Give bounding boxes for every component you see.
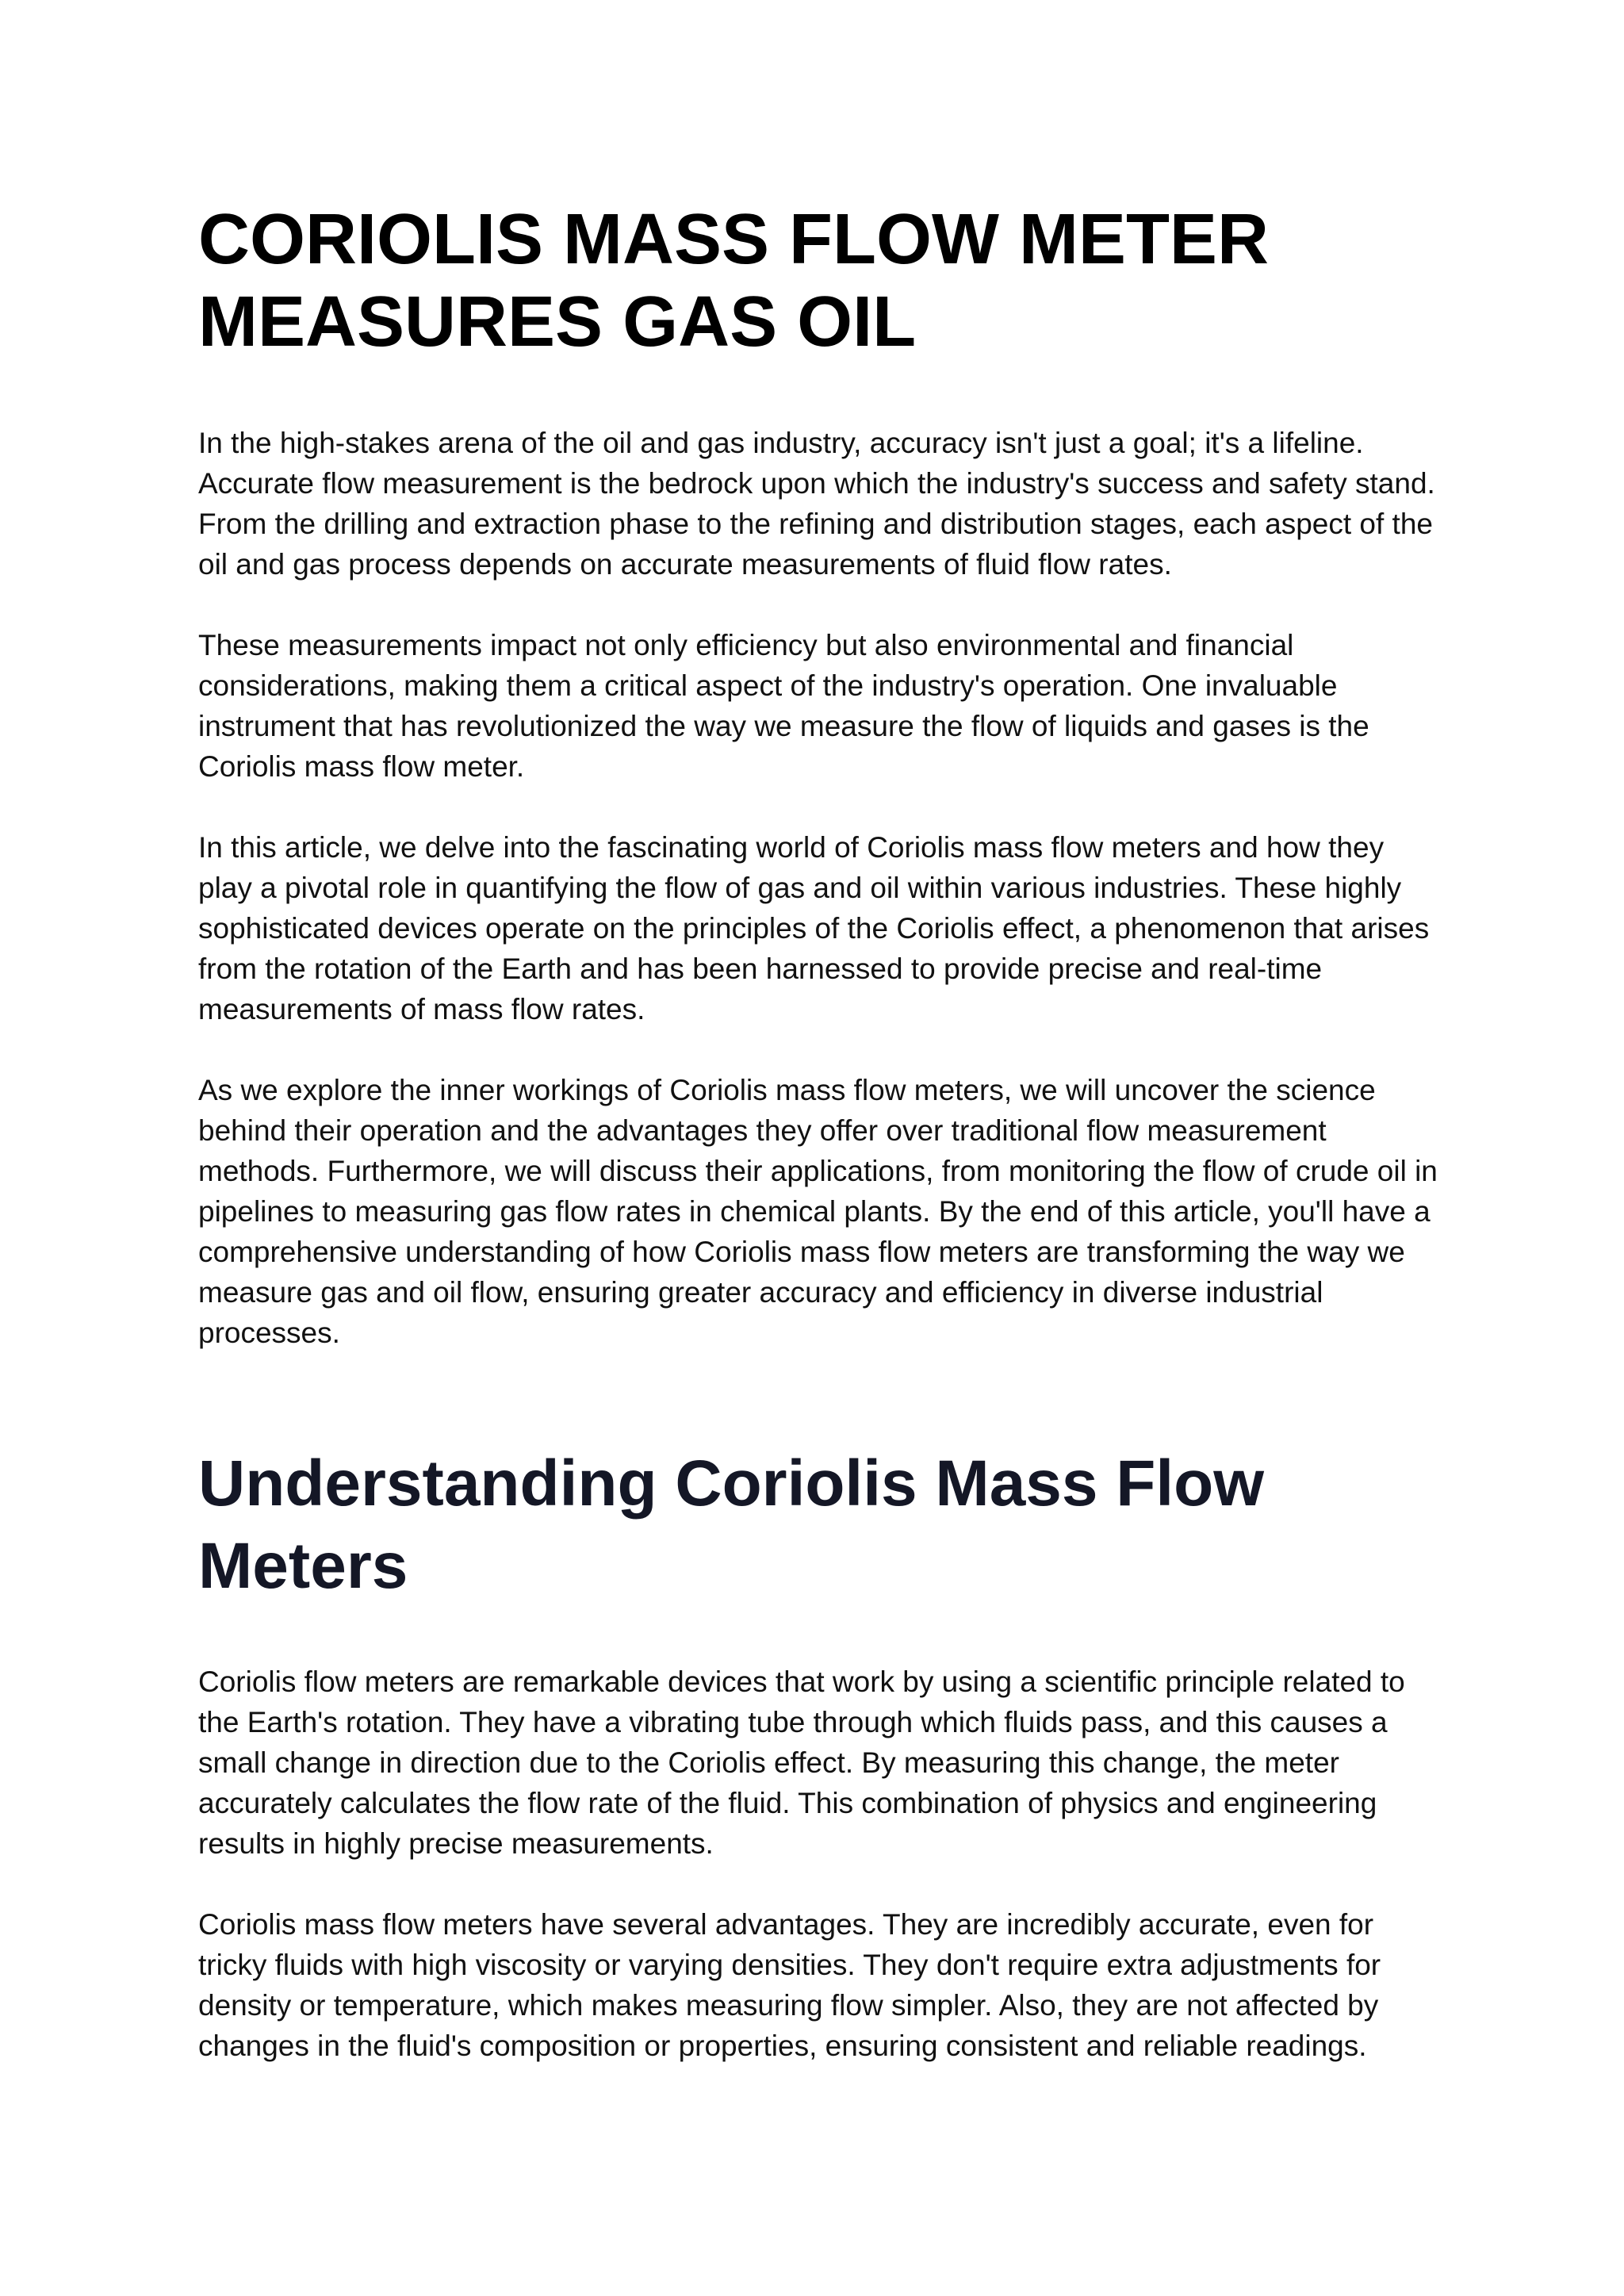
intro-paragraph-4: As we explore the inner workings of Coriolis mass flow meters, we will uncover the science behind their operation and the advantages they offer over traditional flow measurement methods. Furthermore, we will discuss their applications, from monitoring the flow of crude oil in pipelines to measuring gas flow rates in chemical plants. By the end of this article, you'll have a comprehensive understanding of how Coriolis mass flow meters are transforming the way we measure gas and oil flow, ensuring greater accuracy and efficiency in diverse industrial processes. bbox=[198, 1074, 1438, 1349]
section-paragraph-2: Coriolis mass flow meters have several advantages. They are incredibly accurate, even for tricky fluids with high viscosity or varying densities. They don't require extra adjustments for density or temperature, which makes measuring flow simpler. Also, they are not affected by changes in the fluid's composition or properties, ensuring consistent and reliable readings. bbox=[198, 1908, 1381, 2062]
intro-paragraph-3: In this article, we delve into the fascinating world of Coriolis mass flow meters and how they play a pivotal role in quantifying the flow of gas and oil within various industries. These highly sophisticated devices operate on the principles of the Coriolis effect, a phenomenon that arises from the rotation of the Earth and has been harnessed to provide precise and real-time measurements of mass flow rates. bbox=[198, 831, 1430, 1025]
section-paragraph-1: Coriolis flow meters are remarkable devices that work by using a scientific principle related to the Earth's rotation. They have a vibrating tube through which fluids pass, and this causes a small change in direction due to the Coriolis effect. By measuring this change, the meter accurately calculates the flow rate of the fluid. This combination of physics and engineering results in highly precise measurements. bbox=[198, 1665, 1405, 1860]
document-title: CORIOLIS MASS FLOW METER MEASURES GAS OIL bbox=[198, 200, 1269, 362]
document-page bbox=[198, 198, 1443, 2066]
section-heading: Understanding Coriolis Mass Flow Meters bbox=[198, 1447, 1265, 1602]
intro-paragraph-1: In the high-stakes arena of the oil and gas industry, accuracy isn't just a goal; it's a lifeline. Accurate flow measurement is the bedrock upon which the industry's success and safety stand. From the drilling and extraction phase to the refining and distribution stages, each aspect of the oil and gas process depends on accurate measurements of fluid flow rates. bbox=[198, 427, 1435, 581]
intro-paragraph-2: These measurements impact not only efficiency but also environmental and financial considerations, making them a critical aspect of the industry's operation. One invaluable instrument that has revolutionized the way we measure the flow of liquids and gases is the Coriolis mass flow meter. bbox=[198, 629, 1369, 783]
